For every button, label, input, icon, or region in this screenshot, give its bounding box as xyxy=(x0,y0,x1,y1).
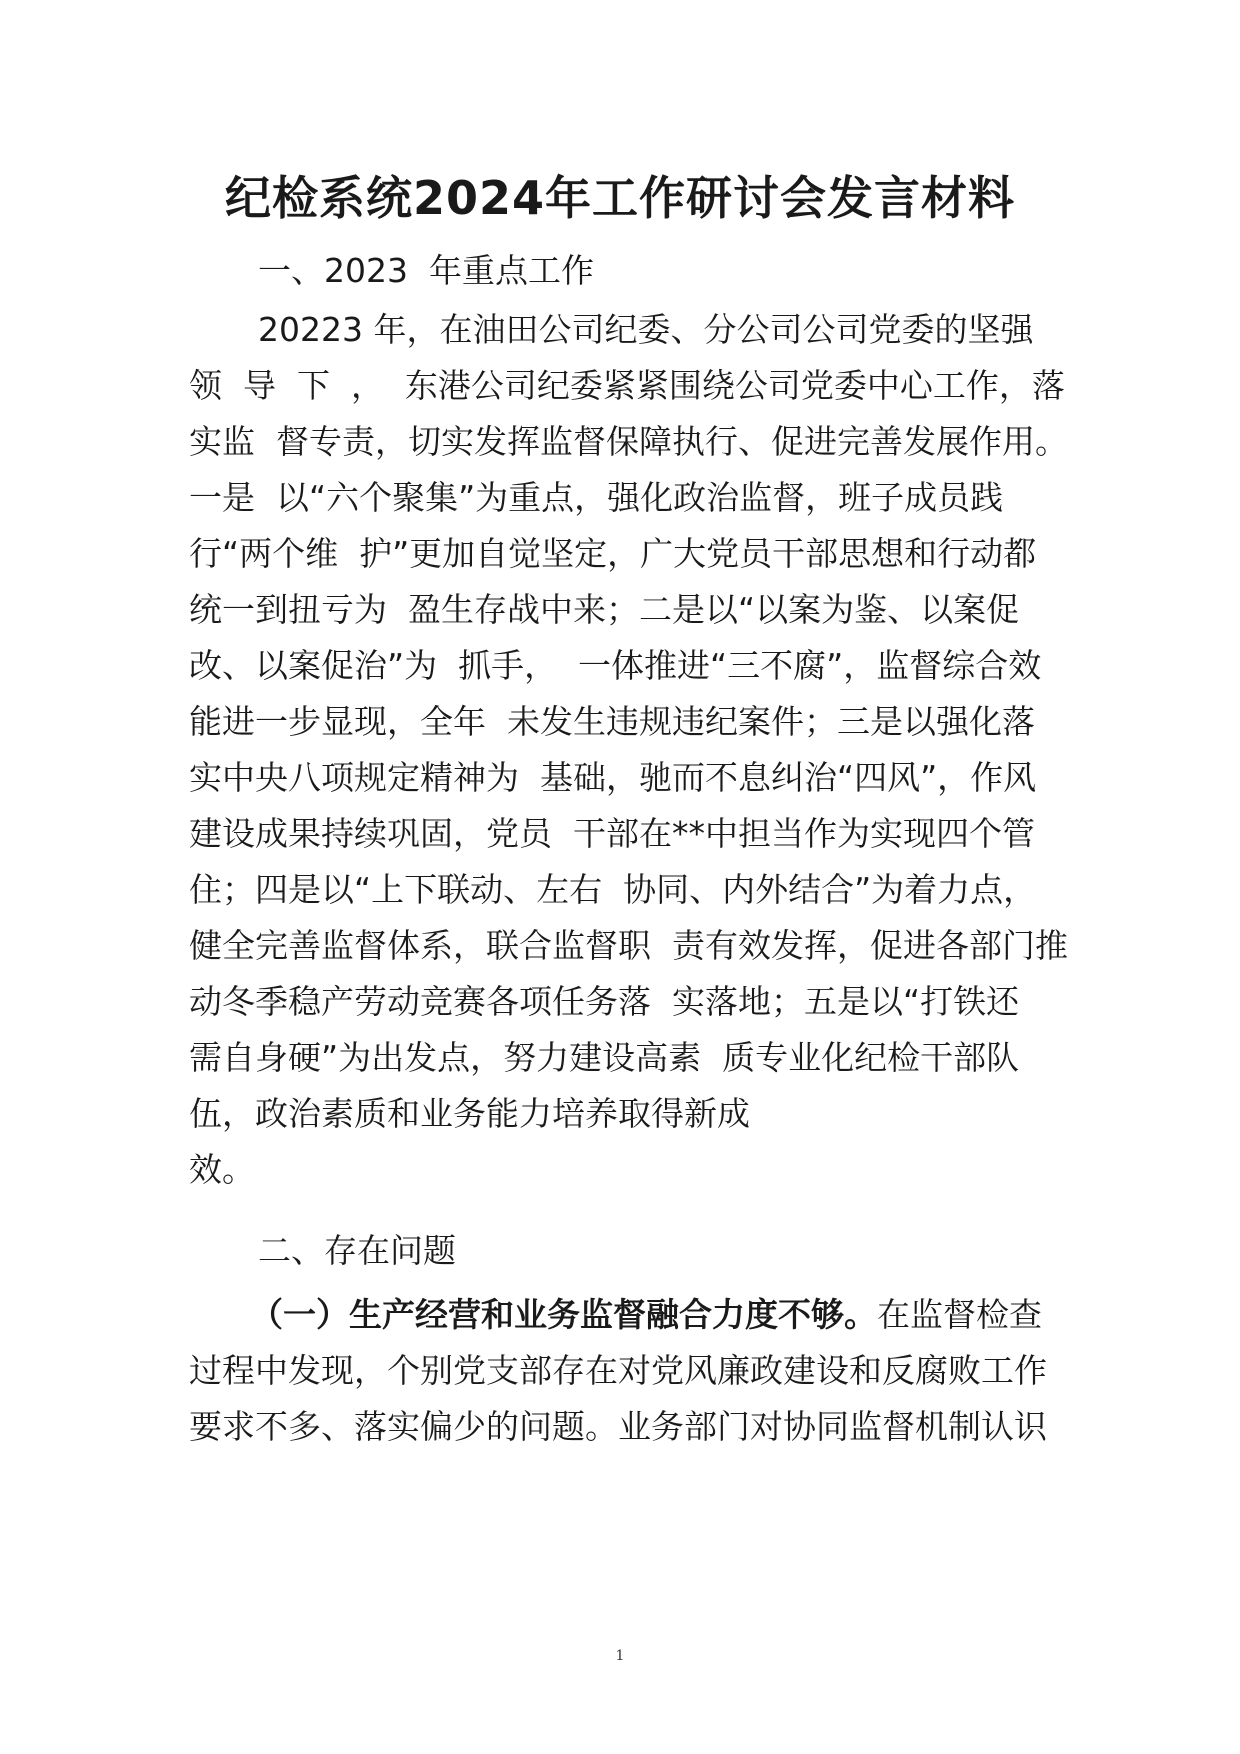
paragraph-line: 领 导 下 ， 东港公司纪委紧紧围绕公司党委中心工作，落 xyxy=(189,366,1065,405)
subsection-text: 在监督检查 xyxy=(877,1295,1042,1334)
paragraph-line: 一是 以“六个聚集”为重点，强化政治监督，班子成员践 xyxy=(189,478,1004,517)
section-heading-1: 一、2023 年重点工作 xyxy=(258,251,594,290)
paragraph-line: 20223 年，在油田公司纪委、分公司公司党委的坚强 xyxy=(258,310,1034,349)
paragraph-line: 住；四是以“上下联动、左右 协同、内外结合”为着力点， xyxy=(189,870,1037,909)
paragraph-line: 过程中发现，个别党支部存在对党风廉政建设和反腐败工作 xyxy=(189,1351,1047,1390)
paragraph-line: 改、以案促治”为 抓手， 一体推进“三不腐”，监督综合效 xyxy=(189,646,1042,685)
paragraph-line: 能进一步显现，全年 未发生违规违纪案件；三是以强化落 xyxy=(189,702,1035,741)
paragraph-line: 行“两个维 护”更加自觉坚定，广大党员干部思想和行动都 xyxy=(189,534,1037,573)
subsection-heading: （一）生产经营和业务监督融合力度不够。 xyxy=(250,1295,877,1334)
subsection-line xyxy=(250,1290,1042,1340)
section-heading-2: 二、存在问题 xyxy=(258,1231,456,1270)
paragraph-line: 效。 xyxy=(189,1150,255,1189)
paragraph-line: 实监 督专责，切实发挥监督保障执行、促进完善发展作用。 xyxy=(189,422,1068,461)
paragraph-line: 伍，政治素质和业务能力培养取得新成 xyxy=(189,1094,750,1133)
paragraph-line: 需自身硬”为出发点，努力建设高素 质专业化纪检干部队 xyxy=(189,1038,1020,1077)
paragraph-line: 要求不多、落实偏少的问题。业务部门对协同监督机制认识 xyxy=(189,1407,1047,1446)
paragraph-line: 统一到扭亏为 盈生存战中来；二是以“以案为鉴、以案促 xyxy=(189,590,1020,629)
paragraph-line: 实中央八项规定精神为 基础，驰而不息纠治“四风”，作风 xyxy=(189,758,1037,797)
page-number: 1 xyxy=(615,1648,625,1664)
paragraph-line: 动冬季稳产劳动竞赛各项任务落 实落地；五是以“打铁还 xyxy=(189,982,1020,1021)
paragraph-line: 建设成果持续巩固，党员 干部在**中担当作为实现四个管 xyxy=(189,814,1035,853)
document-title: 纪检系统2024年工作研讨会发言材料 xyxy=(224,171,1016,225)
paragraph-line: 健全完善监督体系，联合监督职 责有效发挥，促进各部门推 xyxy=(189,926,1068,965)
